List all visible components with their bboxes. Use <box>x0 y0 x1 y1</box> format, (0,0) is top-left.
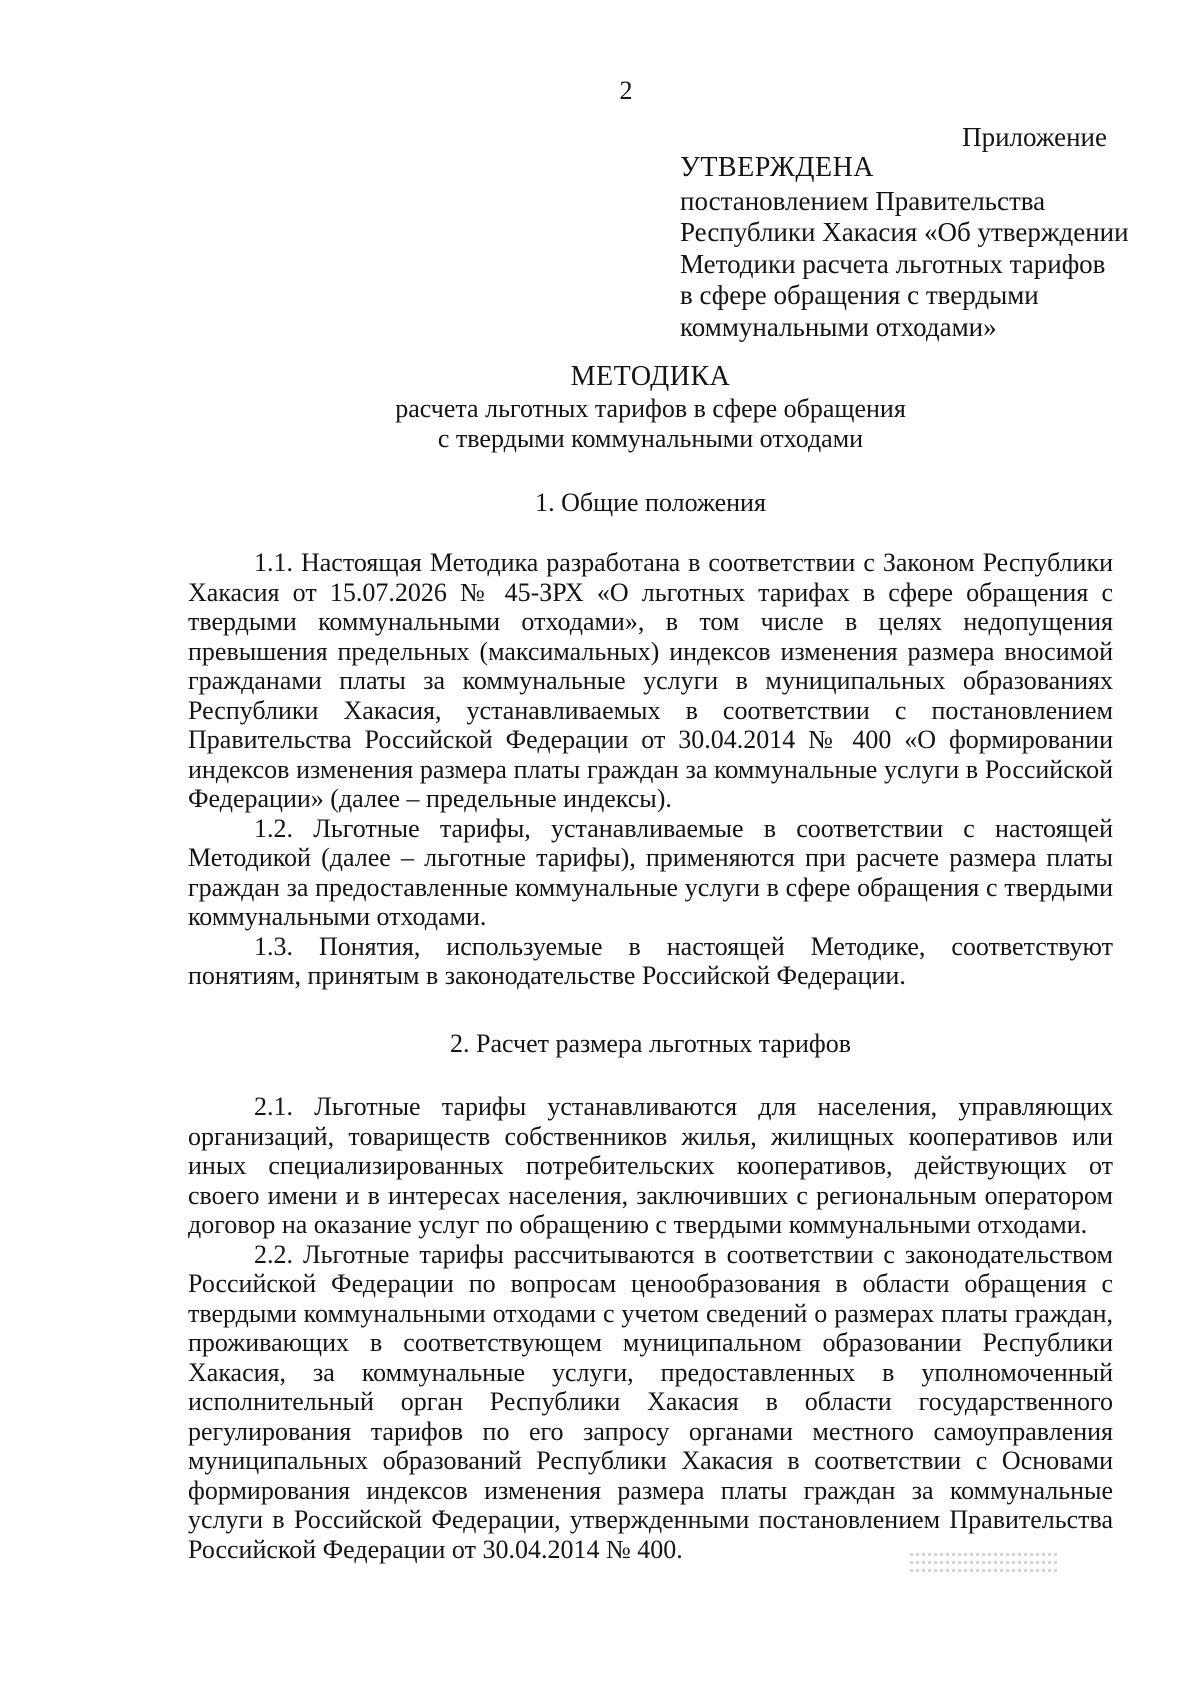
approval-basis-line: Методики расчета льготных тарифов <box>680 248 1106 279</box>
faint-scan-mark <box>910 1548 1060 1582</box>
page-number: 2 <box>619 76 633 105</box>
document-subtitle-line: с твердыми коммунальными отходами <box>437 424 864 453</box>
document-subtitle-line: расчета льготных тарифов в сфере обращения <box>395 394 906 423</box>
section-heading-general: 1. Общие положения <box>535 488 766 517</box>
approval-basis-line: Республики Хакасия «Об утверждении <box>680 217 1129 247</box>
paragraph-1-2: 1.2. Льготные тарифы, устанавливаемые в соответствии с настоящей Методикой (далее – льготные тарифы), применяются при расчете размера платы граждан за предоставленные коммунальные услуги в сфере обращения с твердыми коммунальными отходами. <box>188 813 1113 931</box>
approval-basis-line: в сфере обращения с твердыми <box>680 280 1039 310</box>
section-heading-calculation: 2. Расчет размера льготных тарифов <box>450 1029 851 1058</box>
section-body-general <box>188 548 1113 991</box>
approval-basis-line: коммунальными отходами» <box>680 311 997 342</box>
document-title: МЕТОДИКА <box>570 361 731 392</box>
paragraph-2-1: 2.1. Льготные тарифы устанавливаются для населения, управляющих организаций, товариществ собственников жилья, жилищных кооперативов или иных специализированных потребительских кооперативов, действующих от своего имени и в интересах населения, заключивших с региональным оператором договор на оказание услуг по обращению с твердыми коммунальными отходами. <box>188 1092 1113 1239</box>
paragraph-1-3: 1.3. Понятия, используемые в настоящей Методике, соответствуют понятиям, принятым в законодательстве Российской Федерации. <box>188 931 1113 990</box>
appendix-label: Приложение <box>962 122 1107 152</box>
paragraph-1-1: 1.1. Настоящая Методика разработана в соответствии с Законом Республики Хакасия от 15.07.2026 № 45-ЗРХ «О льготных тарифах в сфере обращения с твердыми коммунальными отходами», в том числе в целях недопущения превышения предельных (максимальных) индексов изменения размера вносимой гражданами платы за коммунальные услуги в муниципальных образованиях Республики Хакасия, устанавливаемых в соответствии с постановлением Правительства Российской Федерации от 30.04.2014 № 400 «О формировании индексов изменения размера платы граждан за коммунальные услуги в Российской Федерации» (далее – предельные индексы). <box>188 548 1113 813</box>
approval-block <box>680 152 1129 343</box>
document-title-block <box>188 360 1113 454</box>
approval-basis-line: постановлением Правительства <box>680 185 1046 216</box>
approval-stamp-word: УТВЕРЖДЕНА <box>680 152 875 183</box>
section-body-calculation <box>188 1092 1113 1564</box>
paragraph-2-2: 2.2. Льготные тарифы рассчитываются в соответствии с законодательством Российской Федерации по вопросам ценообразования в области обращения с твердыми коммунальными отходами с учетом сведений о размерах платы граждан, проживающих в соответствующем муниципальном образовании Республики Хакасия, за коммунальные услуги, предоставленных в уполномоченный исполнительный орган Республики Хакасия в области государственного регулирования тарифов по его запросу органами местного самоуправления муниципальных образований Республики Хакасия в соответствии с Основами формирования индексов изменения размера платы граждан за коммунальные услуги в Российской Федерации, утвержденными постановлением Правительства Российской Федерации от 30.04.2014 № 400. <box>188 1239 1113 1564</box>
